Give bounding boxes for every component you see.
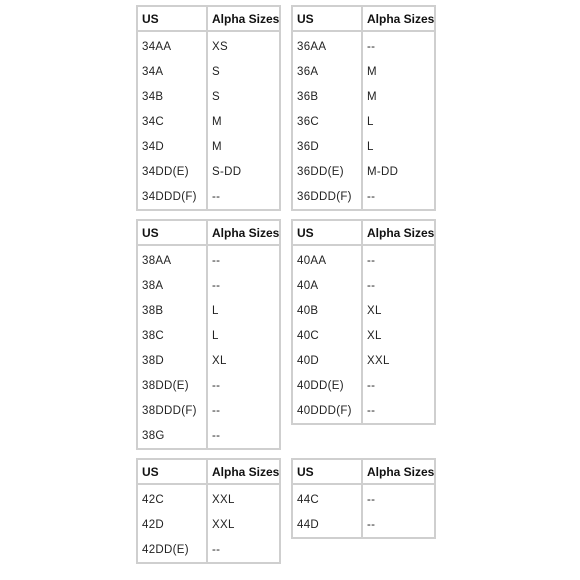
us-size-cell: 34DDD(F): [137, 184, 207, 210]
us-size-cell: 44C: [292, 484, 362, 512]
us-size-cell: 42D: [137, 512, 207, 537]
us-size-cell: 38G: [137, 423, 207, 449]
us-size-cell: 40D: [292, 348, 362, 373]
alpha-size-cell: XL: [212, 354, 227, 367]
alpha-size-cell: M: [212, 140, 222, 153]
table-row: [292, 298, 435, 323]
size-table-42: [136, 458, 281, 564]
table-row: [137, 134, 280, 159]
alpha-size-cell: S: [212, 90, 220, 103]
table-row: [292, 512, 435, 538]
table-row: [292, 484, 435, 512]
table-row: [137, 84, 280, 109]
table-row: [137, 59, 280, 84]
table-header-row: [137, 220, 280, 245]
alpha-size-cell: --: [367, 518, 376, 531]
table-header-row: [137, 459, 280, 484]
alpha-size-cell: --: [367, 40, 376, 53]
size-table-40: [291, 219, 436, 425]
alpha-size-cell: M: [212, 115, 222, 128]
alpha-size-cell: --: [212, 379, 221, 392]
table-row: [292, 373, 435, 398]
alpha-size-cell: --: [212, 429, 221, 442]
alpha-size-cell: --: [212, 279, 221, 292]
alpha-sizes-column-header: Alpha Sizes: [362, 459, 435, 484]
us-size-cell: 38DDD(F): [137, 398, 207, 423]
us-column-header: US: [292, 459, 362, 484]
us-size-cell: 38B: [137, 298, 207, 323]
alpha-size-cell: --: [367, 190, 376, 203]
alpha-size-cell: --: [367, 279, 376, 292]
us-size-cell: 44D: [292, 512, 362, 538]
table-row: [292, 159, 435, 184]
us-size-cell: 40AA: [292, 245, 362, 273]
us-size-cell: 38D: [137, 348, 207, 373]
us-column-header: US: [292, 220, 362, 245]
us-size-cell: 38DD(E): [137, 373, 207, 398]
table-row: [137, 159, 280, 184]
table-row: [292, 184, 435, 210]
table-row: [292, 273, 435, 298]
alpha-sizes-column-header: Alpha Sizes: [207, 6, 280, 31]
size-table-44: [291, 458, 436, 539]
alpha-size-cell: --: [367, 493, 376, 506]
us-size-cell: 38AA: [137, 245, 207, 273]
alpha-size-cell: --: [367, 254, 376, 267]
table-row: [137, 484, 280, 512]
us-column-header: US: [137, 6, 207, 31]
table-header-row: [292, 459, 435, 484]
us-size-cell: 34AA: [137, 31, 207, 59]
us-size-cell: 36B: [292, 84, 362, 109]
alpha-size-cell: --: [367, 404, 376, 417]
table-row: [292, 59, 435, 84]
table-row: [137, 273, 280, 298]
table-row: [292, 323, 435, 348]
table-row: [292, 134, 435, 159]
us-size-cell: 34B: [137, 84, 207, 109]
us-size-cell: 36DD(E): [292, 159, 362, 184]
us-size-cell: 38A: [137, 273, 207, 298]
table-row: [137, 184, 280, 210]
us-column-header: US: [292, 6, 362, 31]
alpha-size-cell: M: [367, 65, 377, 78]
table-header-row: [292, 6, 435, 31]
alpha-size-cell: L: [212, 329, 219, 342]
us-size-cell: 36D: [292, 134, 362, 159]
table-row: [137, 423, 280, 449]
us-size-cell: 40A: [292, 273, 362, 298]
alpha-size-cell: XL: [367, 329, 382, 342]
alpha-size-cell: XXL: [212, 493, 235, 506]
us-column-header: US: [137, 459, 207, 484]
table-row: [137, 348, 280, 373]
size-table-34: [136, 5, 281, 211]
table-row: [137, 245, 280, 273]
alpha-size-cell: XXL: [367, 354, 390, 367]
alpha-size-cell: M: [367, 90, 377, 103]
table-row: [292, 31, 435, 59]
table-row: [292, 109, 435, 134]
table-row: [137, 31, 280, 59]
table-row: [137, 298, 280, 323]
size-table-38: [136, 219, 281, 450]
alpha-size-cell: --: [367, 379, 376, 392]
table-row: [137, 323, 280, 348]
alpha-size-cell: S-DD: [212, 165, 242, 178]
us-column-header: US: [137, 220, 207, 245]
us-size-cell: 38C: [137, 323, 207, 348]
alpha-size-cell: L: [367, 115, 374, 128]
size-table-36: [291, 5, 436, 211]
alpha-size-cell: XS: [212, 40, 228, 53]
table-row: [292, 245, 435, 273]
us-size-cell: 42DD(E): [137, 537, 207, 563]
table-row: [292, 348, 435, 373]
alpha-size-cell: --: [212, 543, 221, 556]
alpha-size-cell: S: [212, 65, 220, 78]
alpha-size-cell: L: [367, 140, 374, 153]
alpha-size-cell: M-DD: [367, 165, 399, 178]
table-row: [292, 398, 435, 424]
us-size-cell: 34C: [137, 109, 207, 134]
us-size-cell: 40B: [292, 298, 362, 323]
alpha-sizes-column-header: Alpha Sizes: [207, 459, 280, 484]
us-size-cell: 34D: [137, 134, 207, 159]
alpha-sizes-column-header: Alpha Sizes: [362, 220, 435, 245]
table-row: [137, 398, 280, 423]
alpha-size-cell: XL: [367, 304, 382, 317]
table-row: [137, 537, 280, 563]
alpha-size-cell: --: [212, 404, 221, 417]
us-size-cell: 36A: [292, 59, 362, 84]
us-size-cell: 36DDD(F): [292, 184, 362, 210]
alpha-sizes-column-header: Alpha Sizes: [362, 6, 435, 31]
us-size-cell: 40C: [292, 323, 362, 348]
us-size-cell: 40DD(E): [292, 373, 362, 398]
us-size-cell: 34A: [137, 59, 207, 84]
table-row: [137, 109, 280, 134]
us-size-cell: 40DDD(F): [292, 398, 362, 424]
table-row: [137, 512, 280, 537]
table-row: [137, 373, 280, 398]
table-header-row: [137, 6, 280, 31]
us-size-cell: 42C: [137, 484, 207, 512]
alpha-sizes-column-header: Alpha Sizes: [207, 220, 280, 245]
alpha-size-cell: XXL: [212, 518, 235, 531]
table-header-row: [292, 220, 435, 245]
alpha-size-cell: --: [212, 254, 221, 267]
alpha-size-cell: L: [212, 304, 219, 317]
us-size-cell: 36AA: [292, 31, 362, 59]
alpha-size-cell: --: [212, 190, 221, 203]
us-size-cell: 36C: [292, 109, 362, 134]
table-row: [292, 84, 435, 109]
us-size-cell: 34DD(E): [137, 159, 207, 184]
